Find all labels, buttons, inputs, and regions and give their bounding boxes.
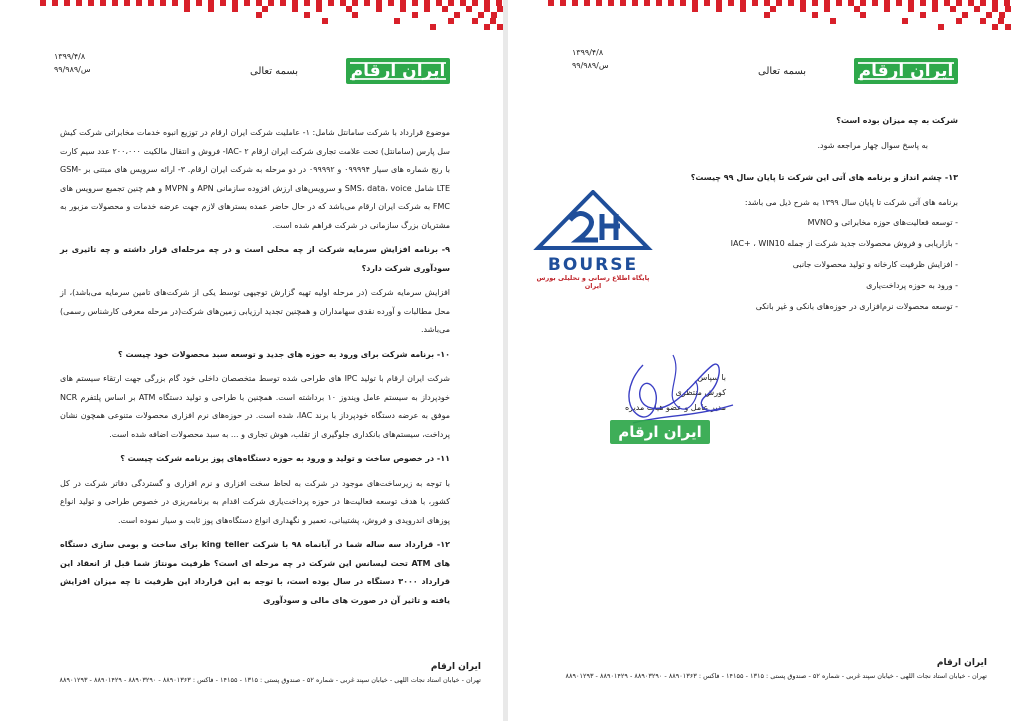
date-ref-block bbox=[54, 50, 91, 76]
iran-argham-logo bbox=[346, 58, 450, 84]
future-plans-list bbox=[568, 212, 958, 317]
answer-13-intro: برنامه های آتی شرکت تا پایان سال ۱۳۹۹ به شرح ذیل می باشد: bbox=[744, 197, 958, 207]
list-item: - توسعه محصولات نرم‌افزاری در حوزه‌های بانکی و غیر بانکی bbox=[755, 302, 958, 311]
answer-continued: به پاسخ سوال چهار مراجعه شود. bbox=[817, 140, 928, 150]
footer-address: تهران - خیابان استاد نجات اللهی - خیابان سپند غربی - شماره ۵۲ - صندوق پستی : ۱۳۱۵ - ۱۴۱۵۵ - فاکس : ۸۸۹۰۱۳۶۳ - ۸۸۹۰۳۲۹۰ - ۸۸۹۰۱۴۲۹ - ۸۸۹۰۱۲۹۳ bbox=[59, 676, 481, 684]
letter-page-right bbox=[508, 0, 1011, 721]
answer-10: شرکت ایران ارقام با تولید IPC های طراحی شده توسط متخصصان داخلی خود گام بزرگی جهت ارتقاء سیستم های خودپرداز به سیستم عامل ویندوز ۱۰ برداشته است. همچنین با طراحی و تولید دستگاه ATM بر اساس پلتفرم NCR موفق به عرضه دستگاه خودپرداز با برند IAC، شده است. در حوزه‌های نرم افزاری محصولات متنوعی همچون نشان پرداخت، سیستم‌های بانکداری جلوگیری از تقلب، هوش تجاری و ... به سبد محصولات اضافه شده است. bbox=[60, 374, 451, 439]
answer-9: افزایش سرمایه شرکت (در مرحله اولیه تهیه گزارش توجیهی توسط یکی از شرکت‌های تامین سرمایه می‌باشد)، از محل مطالبات و آورده نقدی سهامداران و همچنین تجدید ارزیابی زمین‌های شرکت(در مرحله معرفی کارشناس رسمی) می‌باشد. bbox=[60, 288, 450, 334]
footer-company-name: ایران ارقام bbox=[936, 658, 987, 668]
question-13: ۱۳- چشم انداز و برنامه های آتی این شرکت تا پایان سال ۹۹ چیست؟ bbox=[690, 173, 958, 182]
letter-ref-number: ۹۹/۹۸۹/س bbox=[572, 61, 609, 70]
letter-body bbox=[60, 124, 450, 616]
letter-page-left bbox=[0, 0, 503, 721]
answer-11: با توجه به زیرساخت‌های موجود در شرکت به لحاظ سخت افزاری و نرم افزاری و گستردگی دفاتر شرکت در کل کشور، با هدف توسعه فعالیت‌ها در حوزه پرداخت‌یاری شرکت اقدام به برنامه‌ریزی در خصوص طراحی و تولید انواع پوزهای اندرویدی و فروش، پشتیبانی، تعمیر و نگهداری انواع دستگاه‌های پوز ثابت و سیار نموده است. bbox=[60, 478, 450, 525]
bourse-caption: پایگاه اطلاع رسانی و تحلیلی بورس ایران bbox=[536, 274, 650, 290]
question-11: ۱۱- در خصوص ساخت و تولید و ورود به حوزه دستگاه‌های پوز برنامه شرکت چیست ؟ bbox=[120, 454, 450, 463]
letter-footer bbox=[60, 662, 481, 684]
question-9: ۹- برنامه افزایش سرمایه شرکت از چه محلی است و در چه مرحله‌ای قرار داشته و چه تاثیری بر سودآوری شرکت دارد؟ bbox=[60, 245, 450, 273]
date-ref-block bbox=[572, 46, 609, 72]
besm-heading: بسمه تعالی bbox=[758, 66, 807, 77]
letter-ref-number: ۹۹/۹۸۹/س bbox=[54, 65, 91, 74]
footer-company-name: ایران ارقام bbox=[430, 662, 481, 672]
list-item: - افزایش ظرفیت کارخانه و تولید محصولات جانبی bbox=[792, 260, 958, 269]
signature-title: مدیر عامل و عضو هیات مدیره bbox=[624, 403, 726, 412]
question-10: ۱۰- برنامه شرکت برای ورود به حوزه های جدید و توسعه سبد محصولات خود چیست ؟ bbox=[118, 349, 450, 359]
question-12: ۱۲- قرارداد سه ساله شما در آبانماه ۹۸ با شرکت king teller برای ساخت و بومی سازی دستگاه های ATM تحت لیسانس این شرکت در چه مرحله ای است؟ ظرفیت مونتاژ شما قبل از انعقاد این قرارداد ۳۰۰۰ دستگاه در سال بوده است، با توجه به این قرارداد این ظرفیت تا چه میزان افزایش یافته و تاثیر آن در صورت های مالی و سودآوری bbox=[60, 540, 450, 605]
logo-text: ایران ارقام bbox=[858, 61, 954, 81]
question-continued: شرکت به چه میزان بوده است؟ bbox=[836, 116, 958, 125]
besm-heading: بسمه تعالی bbox=[250, 66, 299, 77]
signature-regards: با سپاس bbox=[697, 373, 726, 382]
list-item: - توسعه فعالیت‌های حوزه مخابراتی و MVNO bbox=[807, 218, 958, 227]
letter-footer bbox=[566, 658, 987, 680]
stamp-text: ایران ارقام bbox=[618, 423, 702, 441]
letter-body bbox=[568, 112, 958, 317]
list-item: - ورود به حوزه پرداخت‌یاری bbox=[866, 281, 958, 290]
red-pixel-header bbox=[0, 0, 503, 36]
signature-name: کورش منتظری bbox=[675, 388, 726, 397]
iran-argham-logo bbox=[854, 58, 958, 84]
logo-text: ایران ارقام bbox=[350, 61, 446, 81]
list-item: - بازاریابی و فروش محصولات جدید شرکت از جمله IAC+ ، WIN10 bbox=[730, 239, 958, 248]
bourse-brand-text: BOURSE bbox=[547, 255, 639, 275]
red-pixel-header bbox=[508, 0, 1011, 36]
intro-paragraph: موضوع قرارداد با شرکت سامانتل شامل: ۱- عاملیت شرکت ایران ارقام در توزیع انبوه خدمات مخابراتی شرکت کیش سل پارس (سامانتل) تحت علامت تجاری شرکت ایران ارقام IAC- ۲- فروش و انتقال مالکیت ۲۰۰،۰۰۰ عدد سیم کارت با رنج شماره های سیار ۰۹۹۹۹۴ و ۰۹۹۹۹۲ در دو مرحله به شرکت ایران ارقام. ۳- ارائه سرویس های مبتنی بر GSM-LTE شامل SMS، data، voice و سرویس‌های ارزش افزوده سازمانی APN و MVPN و هم چنین تجمیع سرویس های FMC به شرکت ایران ارقام می‌باشد که در حال حاضر عمده بسترهای لازم جهت عرضه خدمات و محصولات مزبور به مشتریان بزرگ سازمانی در شرکت فراهم شده است. bbox=[60, 128, 451, 230]
letter-date: ۱۳۹۹/۴/۸ bbox=[54, 52, 86, 61]
footer-address: تهران - خیابان استاد نجات اللهی - خیابان سپند غربی - شماره ۵۲ - صندوق پستی : ۱۳۱۵ - ۱۴۱۵۵ - فاکس : ۸۸۹۰۱۳۶۳ - ۸۸۹۰۳۲۹۰ - ۸۸۹۰۱۴۲۹ - ۸۸۹۰۱۲۹۳ bbox=[565, 672, 987, 680]
company-stamp bbox=[610, 420, 710, 444]
letter-date: ۱۳۹۹/۴/۸ bbox=[572, 48, 604, 57]
